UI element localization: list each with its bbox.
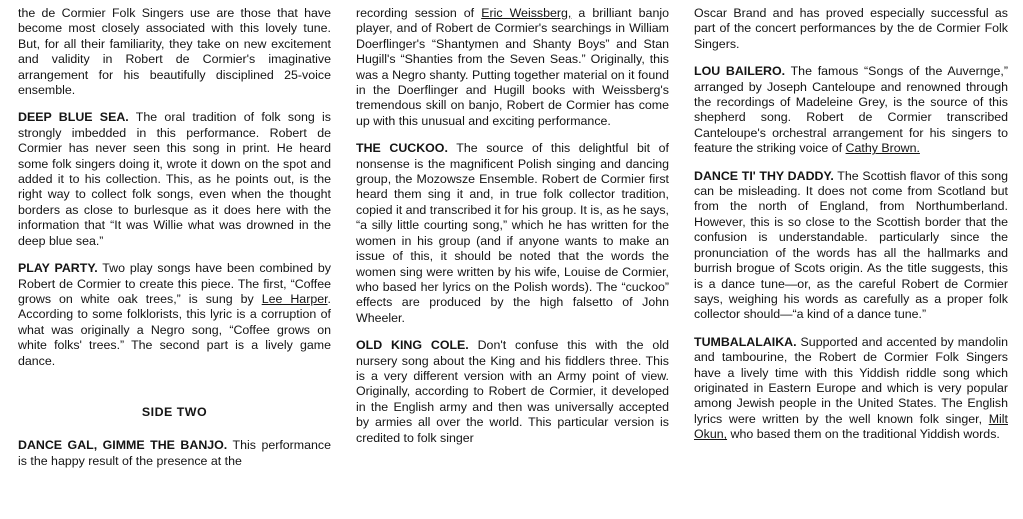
section-text: Two play songs have been combined by Robert de Cormier to create this piece. The first, “Coffee grows on white oak trees,” is sung by — [18, 261, 331, 306]
section-heading: DEEP BLUE SEA. — [18, 110, 129, 125]
section-heading: DANCE TI' THY DADDY. — [694, 168, 834, 183]
section-text: The Scottish flavor of this song can be misleading. It does not come from Scotland but from the north of England, from Northumberland. However, this is so close to the Scottish border that the confusion is understandable. particularly since the pronunciation of the words has all the hallmarks and burrish brogue of Scots origin. As the title suggests, this is a dance tune—or, as the careful Robert de Cormier says, weighing his words as carefully as a proper folk collector should—“a kind of a dance tune.” — [694, 168, 1009, 322]
section-dance-gal — [18, 438, 331, 469]
section-text: Don't confuse this with the old nursery song about the King and his fiddlers three. This is a very different version with an Army point of view. Originally, according to Robert de Cormier, it developed in the English army and then was universally accepted by armies all over the world. This particular version is credited to folk singer — [356, 338, 669, 445]
performer-name: Lee Harper — [261, 291, 328, 306]
section-text: who based them on the traditional Yiddish words. — [730, 427, 1000, 442]
column-right — [694, 6, 1008, 443]
section-the-cuckoo — [356, 141, 669, 326]
side-two-heading: SIDE TWO — [141, 404, 208, 419]
section-text: The famous “Songs of the Auvernge,” arranged by Joseph Canteloupe and renowned through the recordings of Madeleine Grey, is the source of this shepherd song. Robert de Cormier transcribed Canteloupe's orchestral arrangement for his singers to feature the striking voice of — [694, 64, 1008, 156]
section-heading: PLAY PARTY. — [18, 261, 98, 276]
section-tumbalalaika — [694, 335, 1008, 443]
section-play-party — [18, 261, 331, 369]
performer-name: Cathy Brown. — [845, 141, 920, 156]
section-text: a brilliant banjo player, and of Robert de Cormier's searchings in William Doerflinger's “Shantymen and Shanty Boys” and Stan Hugill's “Shanties from the Seven Seas.” Originally, this was a Negro shanty. Putting together material on it found in the Doerflinger and Hugill books with Weissberg's tremendous skill on banjo, Robert de Cormier has come up with this unusual and exciting performance. — [356, 6, 669, 128]
section-dance-ti-thy-daddy — [694, 169, 1008, 323]
column-middle — [356, 6, 669, 446]
performer-name: Milt Okun, — [694, 411, 1008, 442]
section-deep-blue-sea — [18, 110, 331, 249]
paragraph-intro-continued — [18, 6, 331, 98]
performer-name: Eric Weissberg, — [481, 6, 572, 20]
section-old-king-cole-continued — [694, 6, 1008, 52]
section-text: Oscar Brand and has proved especially successful as part of the concert performances by the de Cormier Folk Singers. — [694, 6, 1008, 51]
section-dance-gal-continued — [356, 6, 669, 129]
section-text: Supported and accented by mandolin and tambourine, the Robert de Cormier Folk Singers have a lively time with this Yiddish riddle song which originated in Eastern Europe and which is very popular among Jewish people in the United States. The English lyrics were written by the well known folk singer, — [694, 334, 1008, 426]
section-text: The oral tradition of folk song is strongly imbedded in this performance. Robert de Cormier has never seen this song in print. He heard some folk singers doing it, wrote it down on the spot and added it to his collection. This, as he points out, is the right way to collect folk songs, even when the thought borders as close to burlesque as it does here with the information that “It was Willie what was drowned in the deep blue sea.” — [18, 110, 331, 248]
section-heading: TUMBALALAIKA. — [694, 334, 797, 349]
section-text: recording session of — [356, 6, 475, 20]
section-heading: OLD KING COLE. — [356, 338, 469, 353]
section-text: The source of this delightful bit of nonsense is the magnificent Polish singing and dancing group, the Mozowsze Ensemble. Robert de Cormier first heard them sing it and, in true folk collector tradition, copied it and transcribed it for his group. It is, as he says, “a silly little courting song,” which he has written for the women in his group (and if anyone wants to make an issue of this, it should be noted that the words the women sing were written by his wife, Louise de Cormier, who based her lyrics on the Polish words). The “cuckoo” effects are produced by the high falsetto of John Wheeler. — [356, 141, 669, 325]
column-left — [18, 6, 331, 469]
section-old-king-cole — [356, 338, 669, 446]
section-text: . According to some folklorists, this lyric is a corruption of what was originally a Negro song, “Coffee grows on white folks' trees.” The second part is a lively game dance. — [18, 291, 331, 368]
section-heading: THE CUCKOO. — [356, 141, 448, 156]
section-lou-bailero — [694, 64, 1008, 156]
section-heading: LOU BAILERO. — [694, 64, 786, 79]
section-text: This performance is the happy result of the presence at the — [18, 438, 331, 468]
paragraph-text: the de Cormier Folk Singers use are those that have become most closely associated with this lovely tune. But, for all their familiarity, they take on new excitement and validity in Robert de Cormier's imaginative arrangement for his beautifully disciplined 25-voice ensemble. — [18, 6, 331, 98]
section-heading: DANCE GAL, GIMME THE BANJO. — [18, 438, 228, 453]
